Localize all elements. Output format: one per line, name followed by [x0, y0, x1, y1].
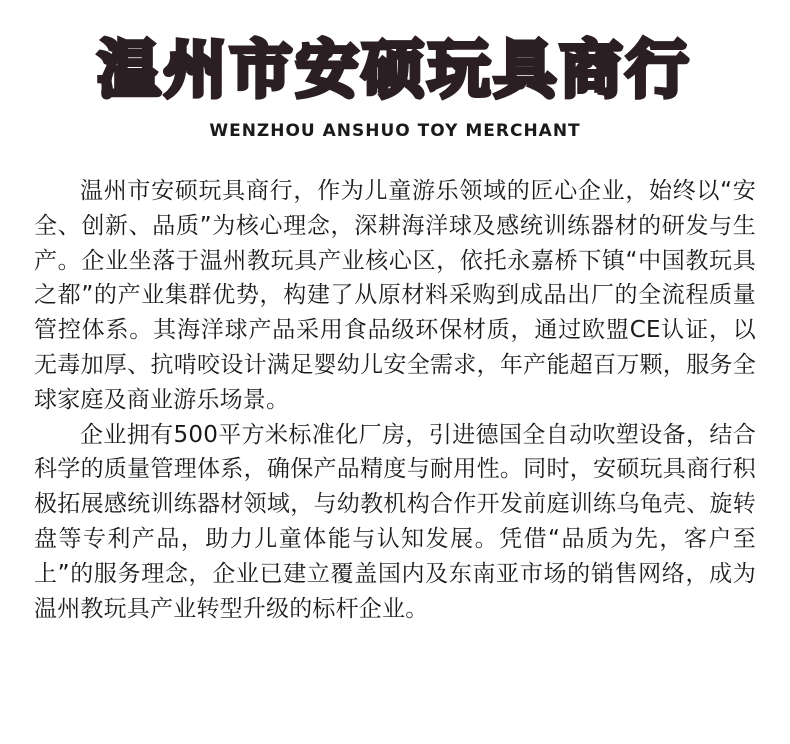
company-title: 温州市安硕玩具商行 [97, 33, 692, 106]
intro-paragraph-1: 温州市安硕玩具商行，作为儿童游乐领域的匠心企业，始终以“安全、创新、品质”为核心理念，深耕海洋球及感统训练器材的研发与生产。企业坐落于温州教玩具产业核心区，依托永嘉桥下镇“中国教玩具之都”的产业集群优势，构建了从原材料采购到成品出厂的全流程质量管控体系。其海洋球产品采用食品级环保材质，通过欧盟CE认证，以无毒加厚、抗啃咬设计满足婴幼儿安全需求，年产能超百万颗，服务全球家庭及商业游乐场景。 [34, 178, 756, 413]
company-english-name: WENZHOU ANSHUO TOY MERCHANT [209, 121, 581, 141]
intro-body [34, 174, 756, 626]
intro-paragraph-2: 企业拥有500平方米标准化厂房，引进德国全自动吹塑设备，结合科学的质量管理体系，确保产品精度与耐用性。同时，安硕玩具商行积极拓展感统训练器材领域，与幼教机构合作开发前庭训练乌龟壳、旋转盘等专利产品，助力儿童体能与认知发展。凭借“品质为先，客户至上”的服务理念，企业已建立覆盖国内及东南亚市场的销售网络，成为温州教玩具产业转型升级的标杆企业。 [34, 421, 756, 622]
